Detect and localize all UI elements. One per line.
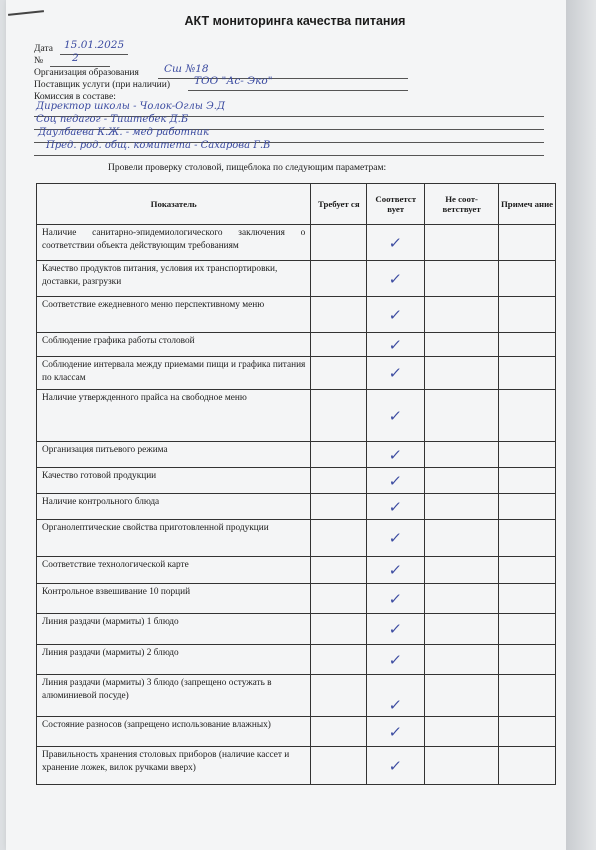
col-header-required: Требует ся xyxy=(311,184,367,225)
row-label: Линия раздачи (мармиты) 1 блюдо xyxy=(37,614,311,645)
table-row xyxy=(37,442,556,468)
check-mark-icon: ✓ xyxy=(388,756,404,775)
table-row xyxy=(37,297,556,333)
row-label: Соответствие ежедневного меню перспективному меню xyxy=(37,297,311,333)
supplier-label: Поставщик услуги (при наличии) xyxy=(34,80,171,90)
date-value: 15.01.2025 xyxy=(64,39,125,51)
row-label: Соответствие технологической карте xyxy=(37,557,311,584)
number-value: 2 xyxy=(72,52,79,64)
commission-label: Комиссия в составе: xyxy=(34,92,116,102)
row-label: Наличие санитарно-эпидемиологического заключения о соответствии объекта действующим требованиям xyxy=(37,225,311,261)
number-label: № xyxy=(34,56,44,66)
table-row xyxy=(37,614,556,645)
table-row xyxy=(37,468,556,494)
check-mark-icon: ✓ xyxy=(388,445,404,464)
next-page-edge xyxy=(566,0,596,850)
row-label: Органолептические свойства приготовленной продукции xyxy=(37,520,311,557)
table-row xyxy=(37,717,556,747)
check-mark-icon: ✓ xyxy=(388,497,404,516)
table-row xyxy=(37,584,556,614)
check-mark-icon: ✓ xyxy=(388,233,404,252)
check-mark-icon: ✓ xyxy=(388,696,404,714)
check-mark-icon: ✓ xyxy=(388,529,404,547)
table-row xyxy=(37,390,556,442)
table-row xyxy=(37,645,556,675)
check-mark-icon: ✓ xyxy=(388,406,404,425)
check-mark-icon: ✓ xyxy=(388,620,404,638)
row-label: Контрольное взвешивание 10 порций xyxy=(37,584,311,614)
supplier-value: ТОО "Ас- Эко" xyxy=(194,75,273,87)
intro-text: Провели проверку столовой, пищеблока по следующим параметрам: xyxy=(108,163,387,173)
document-title: АКТ мониторинга качества питания xyxy=(184,14,406,28)
table-header-row xyxy=(37,184,556,225)
commission-member-3: Даулбаева К.Ж. - мед работник xyxy=(38,127,209,138)
table-row xyxy=(37,261,556,297)
row-label: Наличие контрольного блюда xyxy=(37,494,311,520)
commission-member-1: Директор школы - Чолок-Оглы Э.Д xyxy=(36,101,226,112)
col-header-note: Примеч ание xyxy=(499,184,556,225)
commission-member-4: Пред. род. общ. комитета - Сахарова Г.В xyxy=(46,140,271,151)
check-mark-icon: ✓ xyxy=(388,305,404,324)
table-row xyxy=(37,520,556,557)
row-label: Правильность хранения столовых приборов (наличие кассет и хранение ложек, вилок ручками вверх) xyxy=(37,747,311,785)
check-mark-icon: ✓ xyxy=(388,335,404,354)
row-label: Соблюдение интервала между приемами пищи и графика питания по классам xyxy=(37,357,311,390)
col-header-not-complies: Не соот- ветствует xyxy=(425,184,499,225)
row-label: Качество готовой продукции xyxy=(37,468,311,494)
document-page xyxy=(6,0,584,850)
table-row xyxy=(37,747,556,785)
commission-member-2: Соц педагог - Тиштебек Д.Б xyxy=(36,114,189,125)
row-label: Наличие утвержденного прайса на свободное меню xyxy=(37,390,311,442)
row-label: Организация питьевого режима xyxy=(37,442,311,468)
row-label: Линия раздачи (мармиты) 2 блюдо xyxy=(37,645,311,675)
col-header-indicator: Показатель xyxy=(37,184,311,225)
table-row xyxy=(37,357,556,390)
row-label: Соблюдение графика работы столовой xyxy=(37,333,311,357)
monitoring-table xyxy=(36,183,556,785)
col-header-complies: Соответст вует xyxy=(367,184,425,225)
check-mark-icon: ✓ xyxy=(388,650,404,669)
table-row xyxy=(37,494,556,520)
check-mark-icon: ✓ xyxy=(388,589,404,608)
check-mark-icon: ✓ xyxy=(388,269,404,288)
table-row xyxy=(37,225,556,261)
org-value: Сш №18 xyxy=(164,63,209,75)
check-mark-icon: ✓ xyxy=(388,364,404,382)
date-label: Дата xyxy=(34,44,53,54)
table-row xyxy=(37,557,556,584)
row-label: Линия раздачи (мармиты) 3 блюдо (запрещено остужать в алюминиевой посуде) xyxy=(37,675,311,717)
row-label: Качество продуктов питания, условия их транспортировки, доставки, разгрузки xyxy=(37,261,311,297)
row-label: Состояние разносов (запрещено использование влажных) xyxy=(37,717,311,747)
table-row xyxy=(37,333,556,357)
check-mark-icon: ✓ xyxy=(388,561,404,579)
org-label: Организация образования xyxy=(34,68,139,78)
table-row xyxy=(37,675,556,717)
check-mark-icon: ✓ xyxy=(388,471,404,490)
check-mark-icon: ✓ xyxy=(388,722,404,741)
